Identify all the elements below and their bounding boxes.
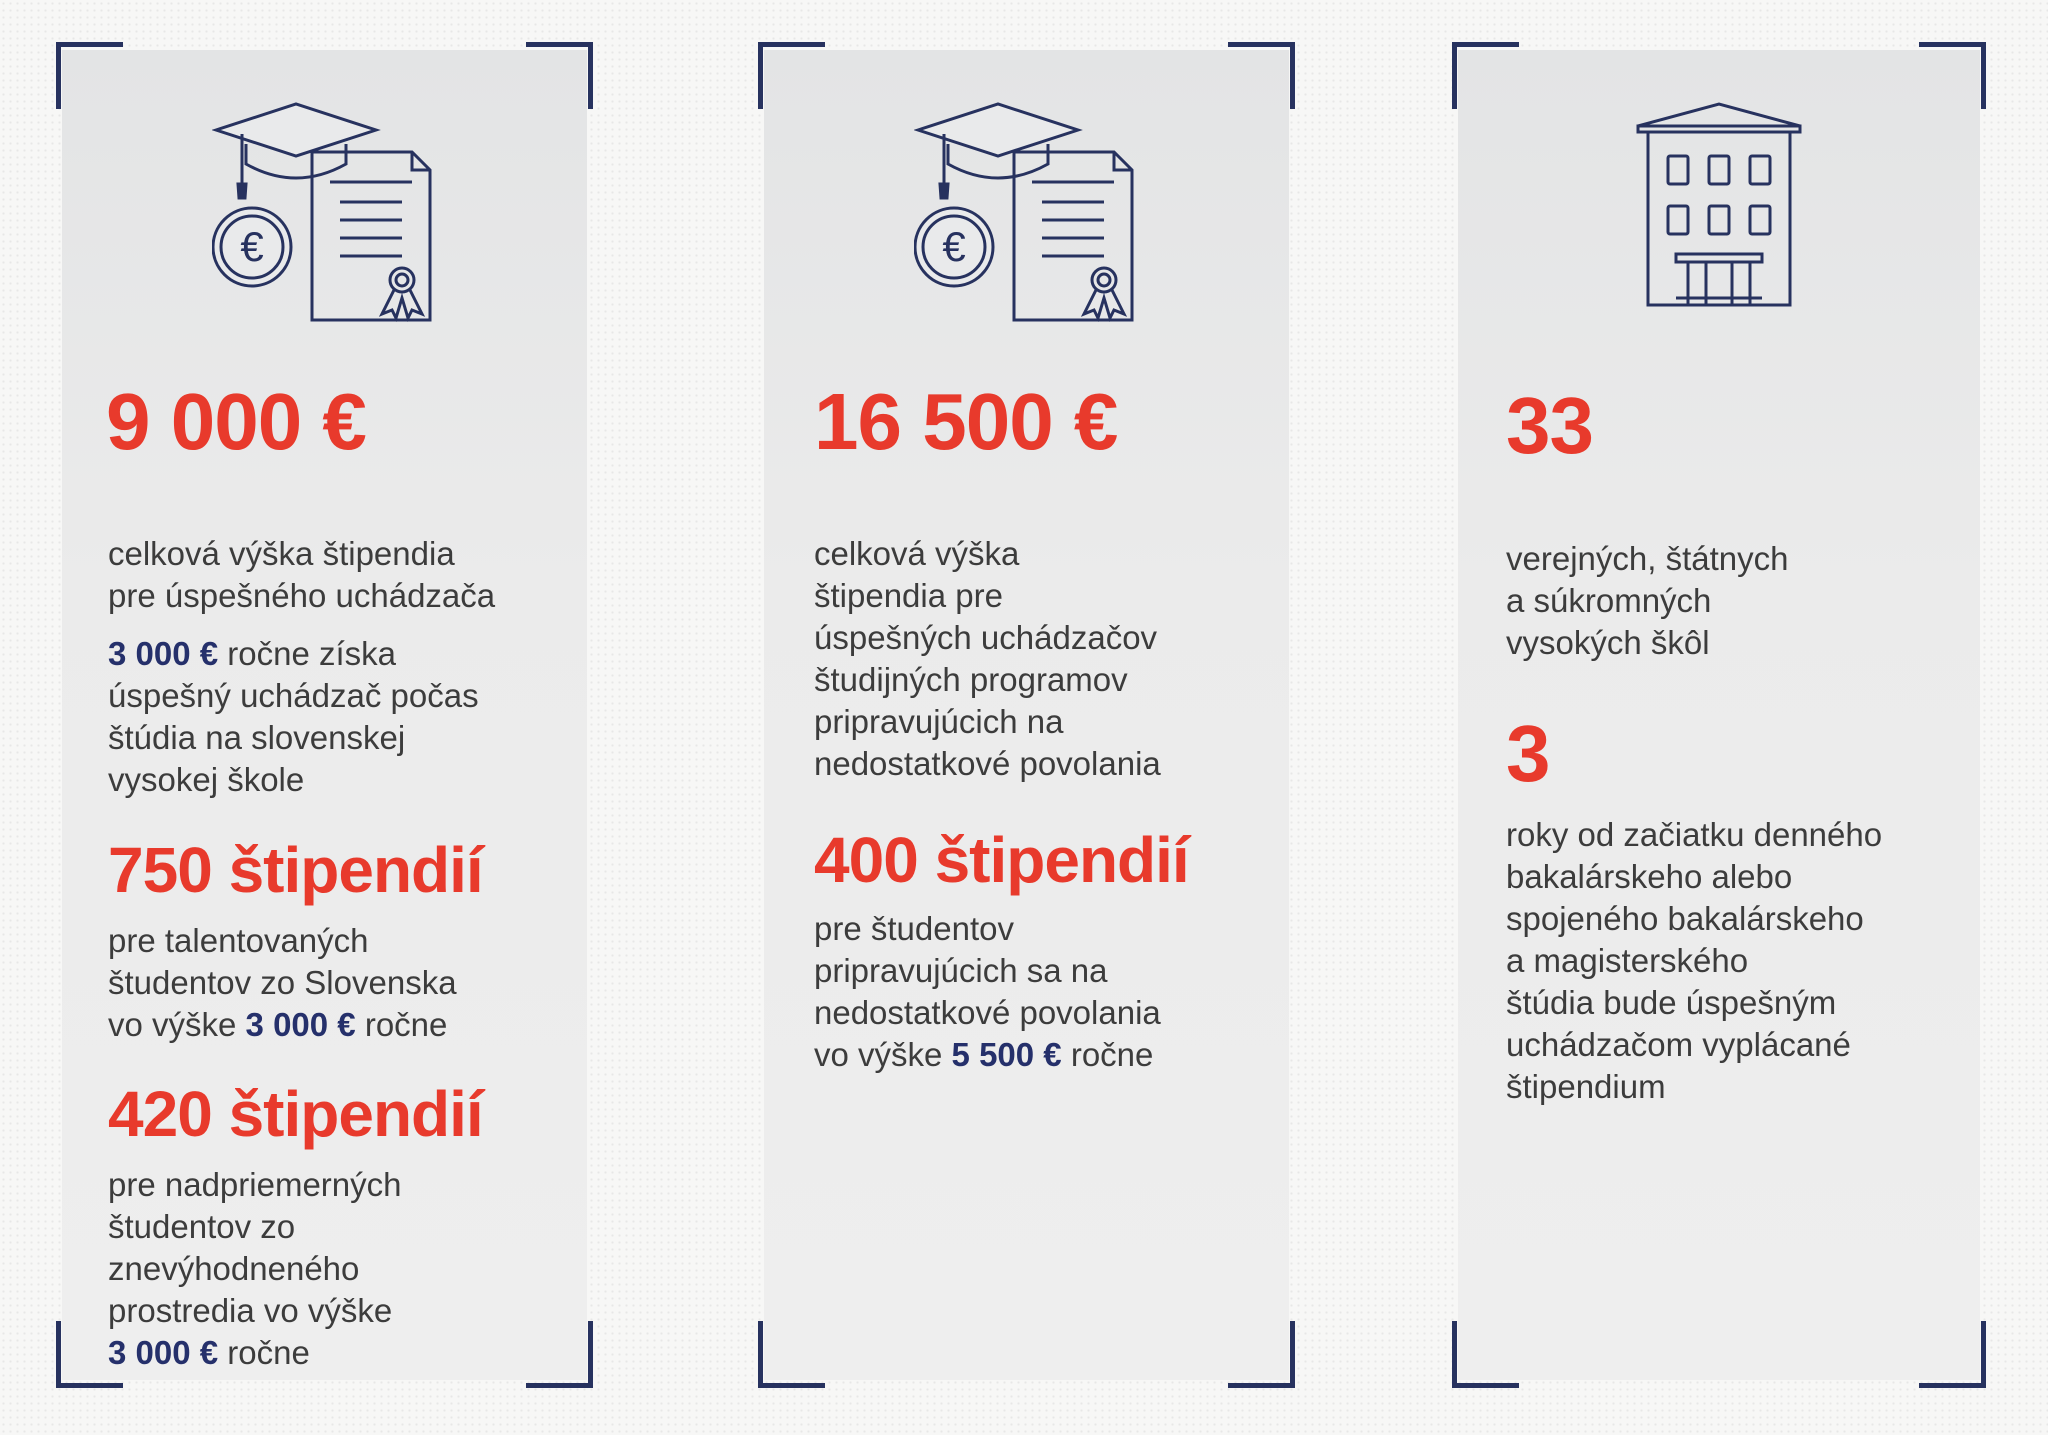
- text-fragment: ročne: [218, 1334, 310, 1371]
- highlight-value: 3 000 €: [245, 1006, 356, 1043]
- frame-corner: [526, 42, 593, 109]
- text-line: pre úspešného uchádzača: [108, 577, 496, 614]
- svg-text:€: €: [942, 223, 966, 270]
- frame-corner: [758, 42, 825, 109]
- text-line: [814, 1034, 1161, 1076]
- text-line: vysokých škôl: [1506, 624, 1710, 661]
- frame-corner: [758, 1321, 825, 1388]
- universities-description: [1506, 538, 1788, 664]
- graduation-cap-diploma-euro-icon: [914, 102, 1144, 322]
- text-fragment: ročne: [355, 1006, 448, 1043]
- text-line: roky od začiatku denného: [1506, 816, 1883, 853]
- highlight-value: 3 000 €: [108, 635, 219, 672]
- scholarship-amount: 9 000 €: [106, 377, 366, 466]
- text-fragment: vo výške: [108, 1006, 246, 1043]
- scholarship-count-title: 400 štipendií: [814, 824, 1189, 896]
- text-fragment: vo výške: [814, 1036, 952, 1073]
- text-line: študijných programov: [814, 661, 1128, 698]
- text-line: pre nadpriemerných: [108, 1166, 402, 1203]
- years-count: 3: [1506, 709, 1550, 798]
- svg-text:€: €: [240, 223, 264, 270]
- text-line: vysokej škole: [108, 761, 305, 798]
- scholarship-count-title: 420 štipendií: [108, 1078, 483, 1150]
- text-line: študentov zo Slovenska: [108, 964, 457, 1001]
- text-line: pre talentovaných: [108, 922, 369, 959]
- yearly-description: [108, 633, 479, 801]
- highlight-value: 5 500 €: [951, 1036, 1062, 1073]
- frame-corner: [1919, 1321, 1986, 1388]
- amount-description: [108, 533, 495, 617]
- frame-corner: [1452, 1321, 1519, 1388]
- graduation-cap-diploma-euro-icon: [212, 102, 442, 322]
- text-line: uchádzačom vyplácané: [1506, 1026, 1851, 1063]
- text-line: [108, 633, 479, 675]
- frame-corner: [1228, 1321, 1295, 1388]
- text-line: celková výška štipendia: [108, 535, 455, 572]
- scholarship-count-description: [108, 1164, 402, 1374]
- text-line: štúdia bude úspešným: [1506, 984, 1837, 1021]
- frame-corner: [56, 42, 123, 109]
- scholarship-card-2: [764, 50, 1289, 1380]
- text-line: znevýhodneného: [108, 1250, 360, 1287]
- text-line: a súkromných: [1506, 582, 1712, 619]
- text-fragment: ročne: [1061, 1036, 1154, 1073]
- text-line: a magisterského: [1506, 942, 1749, 979]
- text-line: nedostatkové povolania: [814, 994, 1161, 1031]
- universities-count: 33: [1506, 381, 1593, 470]
- text-line: pre študentov: [814, 910, 1014, 947]
- text-line: štipendia pre: [814, 577, 1003, 614]
- universities-card: [1458, 50, 1980, 1380]
- text-line: verejných, štátnych: [1506, 540, 1789, 577]
- text-line: bakalárskeho alebo: [1506, 858, 1793, 895]
- text-line: spojeného bakalárskeho: [1506, 900, 1864, 937]
- frame-corner: [1919, 42, 1986, 109]
- text-line: [108, 1332, 402, 1374]
- scholarship-count-title: 750 štipendií: [108, 834, 483, 906]
- text-line: študentov zo: [108, 1208, 296, 1245]
- university-building-icon: [1636, 102, 1806, 307]
- text-line: štipendium: [1506, 1068, 1666, 1105]
- text-line: pripravujúcich na: [814, 703, 1064, 740]
- text-line: štúdia na slovenskej: [108, 719, 406, 756]
- highlight-value: 3 000 €: [108, 1334, 219, 1371]
- text-line: pripravujúcich sa na: [814, 952, 1108, 989]
- frame-corner: [1228, 42, 1295, 109]
- text-line: [108, 1004, 457, 1046]
- scholarship-count-description: [108, 920, 457, 1046]
- years-description: [1506, 814, 1882, 1108]
- text-line: úspešných uchádzačov: [814, 619, 1158, 656]
- scholarship-count-description: [814, 908, 1161, 1076]
- amount-description: [814, 533, 1161, 785]
- frame-corner: [1452, 42, 1519, 109]
- scholarship-amount: 16 500 €: [814, 377, 1118, 466]
- scholarship-card-1: [62, 50, 587, 1380]
- text-line: prostredia vo výške: [108, 1292, 393, 1329]
- text-line: nedostatkové povolania: [814, 745, 1161, 782]
- text-fragment: ročne získa: [218, 635, 397, 672]
- text-line: celková výška: [814, 535, 1020, 572]
- text-line: úspešný uchádzač počas: [108, 677, 479, 714]
- frame-corner: [526, 1321, 593, 1388]
